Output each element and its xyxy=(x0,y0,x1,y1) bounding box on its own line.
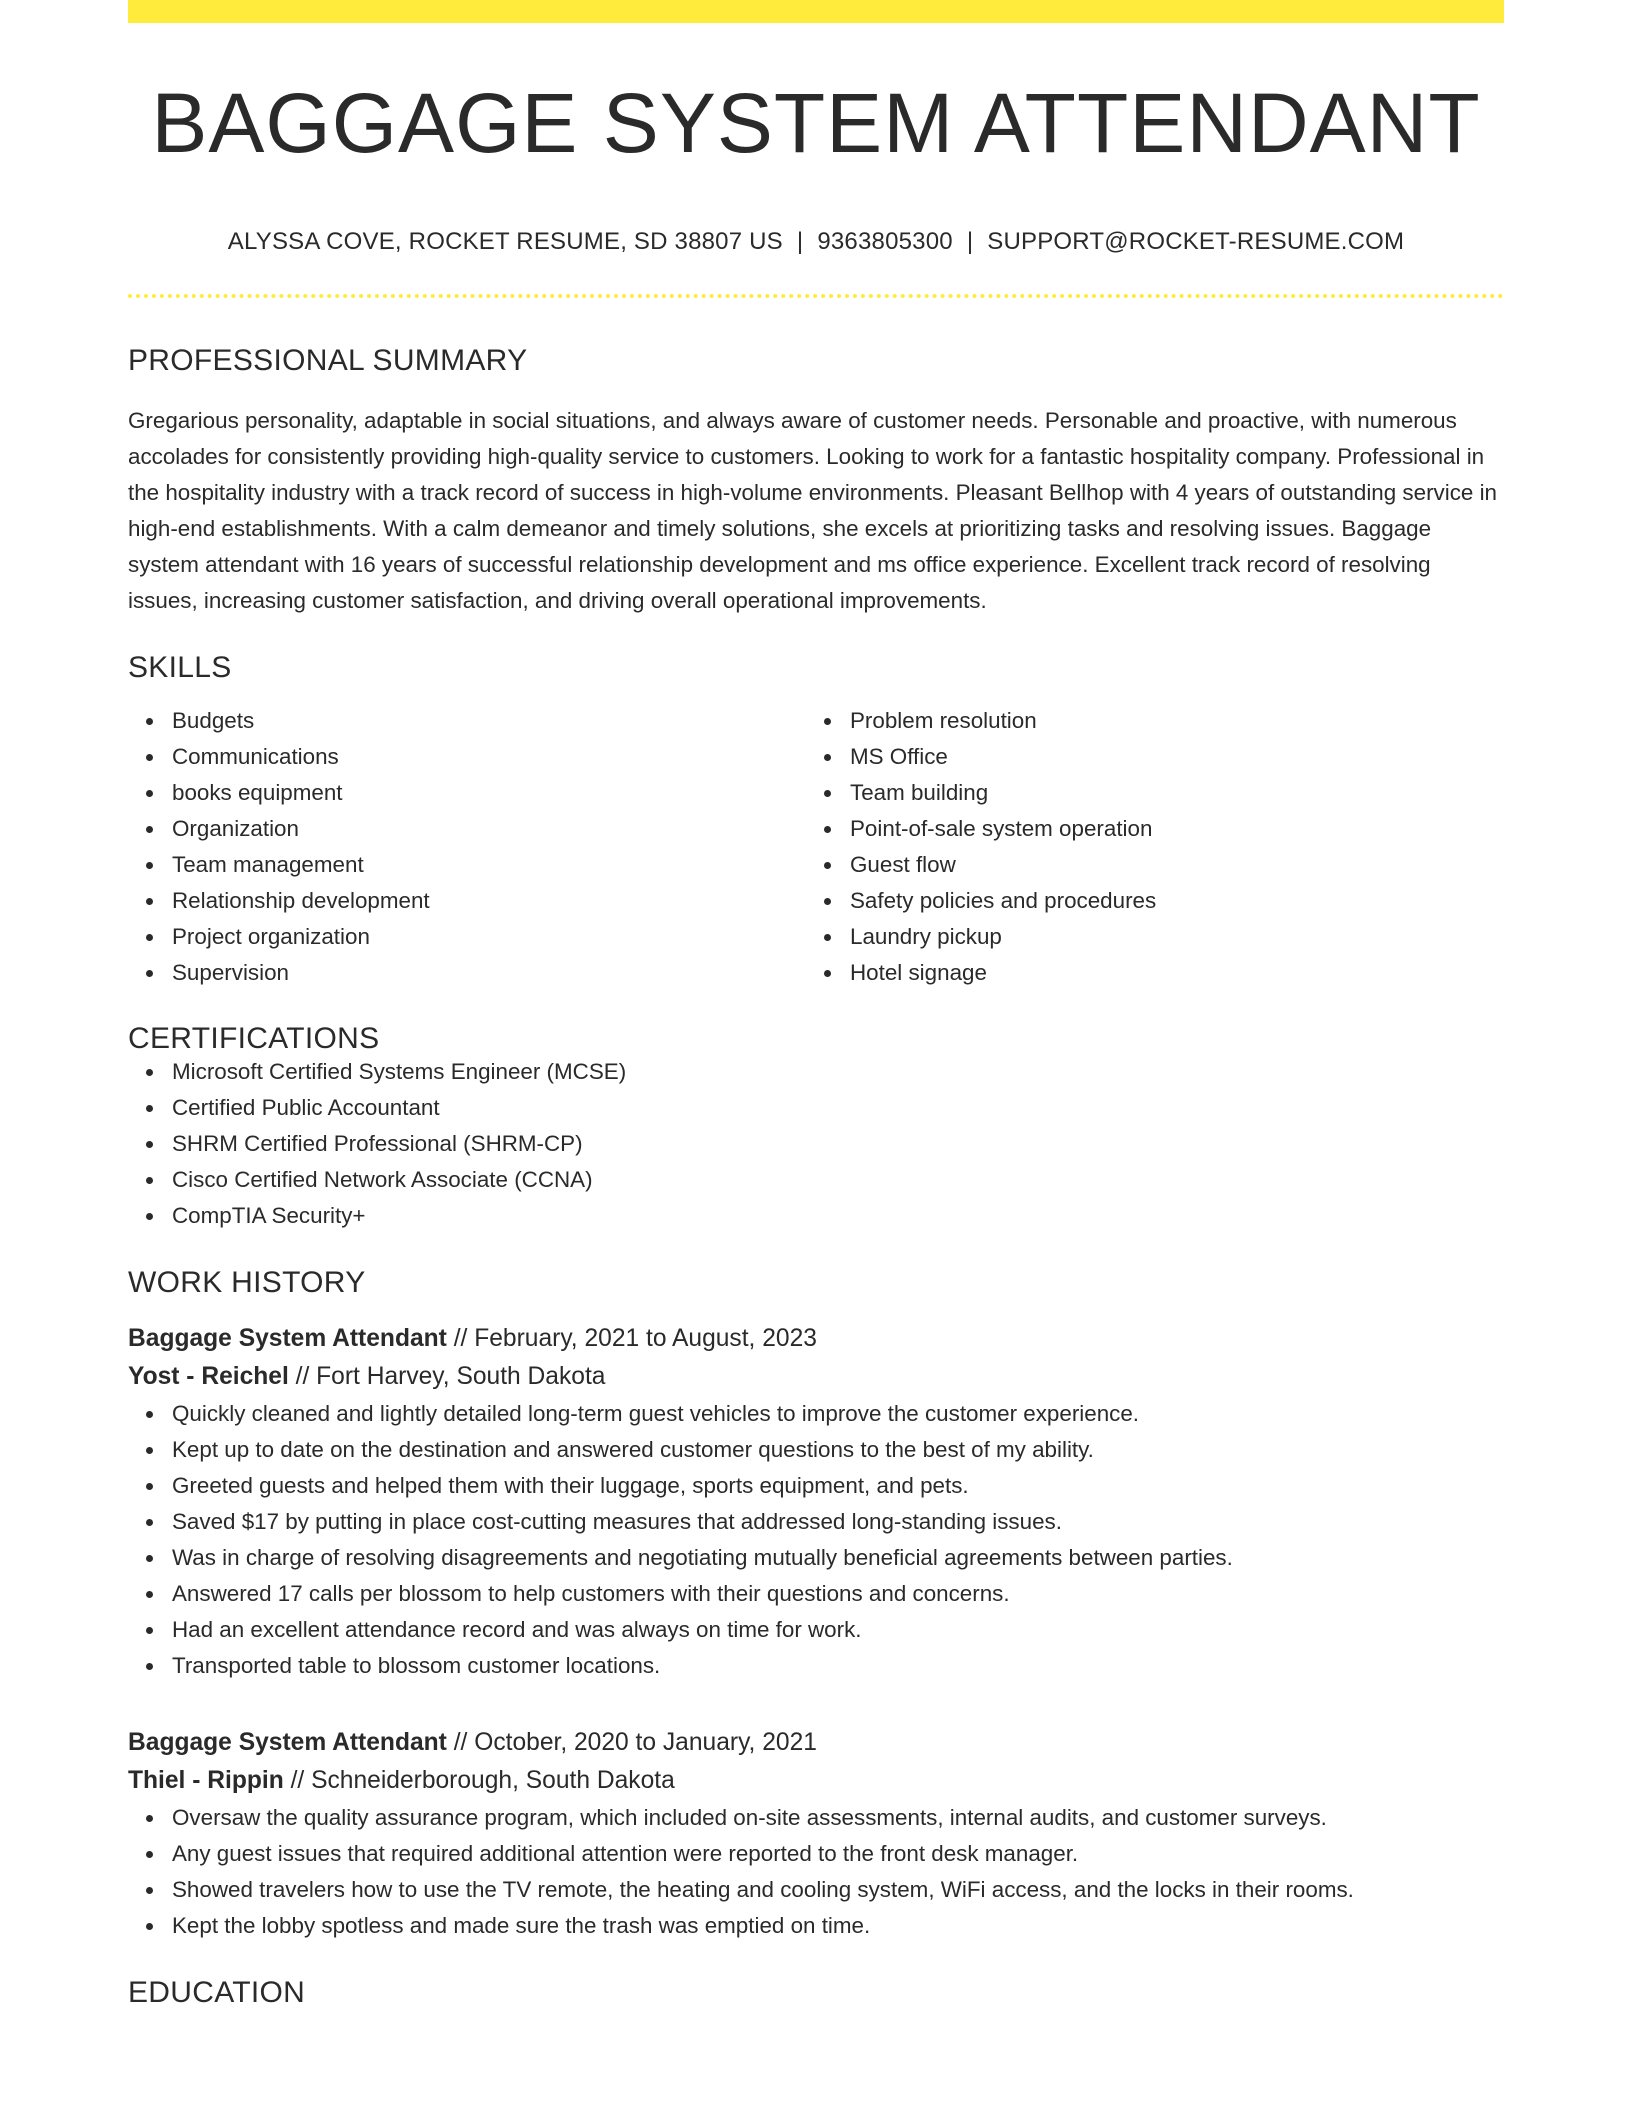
skill-item: MS Office xyxy=(806,739,1484,775)
job-title-line xyxy=(128,1724,1504,1762)
skill-item: Laundry pickup xyxy=(806,919,1484,955)
contact-address: ALYSSA COVE, ROCKET RESUME, SD 38807 US xyxy=(227,228,783,255)
job-duty: Answered 17 calls per blossom to help customers with their questions and concerns. xyxy=(128,1576,1504,1612)
contact-line xyxy=(128,228,1504,256)
job-duties-list xyxy=(128,1396,1504,1684)
certification-item: Certified Public Accountant xyxy=(128,1090,1504,1126)
contact-phone: 9363805300 xyxy=(817,228,953,255)
skill-item: Supervision xyxy=(128,955,806,991)
job-dates: // October, 2020 to January, 2021 xyxy=(446,1729,817,1756)
skills-column-right xyxy=(806,703,1484,991)
job-location: // Schneiderborough, South Dakota xyxy=(283,1767,675,1794)
job-duty: Quickly cleaned and lightly detailed long-term guest vehicles to improve the customer experience. xyxy=(128,1396,1504,1432)
skills-list-left xyxy=(128,703,806,991)
contact-separator: | xyxy=(966,228,974,255)
skill-item: books equipment xyxy=(128,775,806,811)
job-title: Baggage System Attendant xyxy=(128,1729,447,1756)
skill-item: Hotel signage xyxy=(806,955,1484,991)
work-history-heading: WORK HISTORY xyxy=(128,1266,366,1299)
job-duty: Oversaw the quality assurance program, which included on-site assessments, internal audits, and customer surveys. xyxy=(128,1800,1504,1836)
job-dates: // February, 2021 to August, 2023 xyxy=(446,1325,817,1352)
skills-grid xyxy=(128,703,1504,991)
header-divider xyxy=(128,294,1504,298)
education-heading: EDUCATION xyxy=(128,1976,306,2009)
contact-email: SUPPORT@ROCKET-RESUME.COM xyxy=(987,228,1405,255)
certification-item: SHRM Certified Professional (SHRM-CP) xyxy=(128,1126,1504,1162)
job-company-line xyxy=(128,1762,1504,1800)
certifications-list xyxy=(128,1054,1504,1234)
skill-item: Safety policies and procedures xyxy=(806,883,1484,919)
job-duties-list xyxy=(128,1800,1504,1944)
summary-text: Gregarious personality, adaptable in social situations, and always aware of customer needs. Personable and proactive, with numerous accolades for consistently providing high-quality service to customers. Looking to work for a fantastic hospitality company. Professional in the hospitality industry with a track record of success in high-volume environments. Pleasant Bellhop with 4 years of outstanding service in high-end establishments. With a calm demeanor and timely solutions, she excels at prioritizing tasks and resolving issues. Baggage system attendant with 16 years of successful relationship development and ms office experience. Excellent track record of resolving issues, increasing customer satisfaction, and driving overall operational improvements. xyxy=(128,408,1497,613)
job-duty: Greeted guests and helped them with their luggage, sports equipment, and pets. xyxy=(128,1468,1504,1504)
certification-item: Cisco Certified Network Associate (CCNA) xyxy=(128,1162,1504,1198)
job-entry xyxy=(128,1724,1504,1944)
skill-item: Relationship development xyxy=(128,883,806,919)
skill-item: Guest flow xyxy=(806,847,1484,883)
certification-item: CompTIA Security+ xyxy=(128,1198,1504,1234)
contact-separator: | xyxy=(796,228,804,255)
job-company: Yost - Reichel xyxy=(128,1363,289,1390)
job-duty: Transported table to blossom customer locations. xyxy=(128,1648,1504,1684)
skill-item: Problem resolution xyxy=(806,703,1484,739)
skills-heading: SKILLS xyxy=(128,651,232,684)
job-duty: Had an excellent attendance record and was always on time for work. xyxy=(128,1612,1504,1648)
skill-item: Team building xyxy=(806,775,1484,811)
job-duty: Any guest issues that required additional attention were reported to the front desk manager. xyxy=(128,1836,1504,1872)
job-entry xyxy=(128,1320,1504,1684)
skill-item: Budgets xyxy=(128,703,806,739)
job-company-line xyxy=(128,1358,1504,1396)
top-accent-bar xyxy=(128,0,1504,23)
job-title: Baggage System Attendant xyxy=(128,1325,447,1352)
job-location: // Fort Harvey, South Dakota xyxy=(288,1363,606,1390)
certification-item: Microsoft Certified Systems Engineer (MCSE) xyxy=(128,1054,1504,1090)
job-title-line xyxy=(128,1320,1504,1358)
skill-item: Organization xyxy=(128,811,806,847)
skill-item: Team management xyxy=(128,847,806,883)
job-duty: Was in charge of resolving disagreements and negotiating mutually beneficial agreements between parties. xyxy=(128,1540,1504,1576)
skill-item: Point-of-sale system operation xyxy=(806,811,1484,847)
skills-list-right xyxy=(806,703,1484,991)
job-duty: Saved $17 by putting in place cost-cutting measures that addressed long-standing issues. xyxy=(128,1504,1504,1540)
resume-title: BAGGAGE SYSTEM ATTENDANT xyxy=(151,76,1481,170)
skill-item: Communications xyxy=(128,739,806,775)
job-duty: Kept the lobby spotless and made sure the trash was emptied on time. xyxy=(128,1908,1504,1944)
certifications-heading: CERTIFICATIONS xyxy=(128,1022,380,1055)
job-duty: Showed travelers how to use the TV remote, the heating and cooling system, WiFi access, and the locks in their rooms. xyxy=(128,1872,1504,1908)
resume-page xyxy=(128,0,1504,2008)
skill-item: Project organization xyxy=(128,919,806,955)
summary-heading: PROFESSIONAL SUMMARY xyxy=(128,344,528,377)
job-company: Thiel - Rippin xyxy=(128,1767,284,1794)
job-duty: Kept up to date on the destination and answered customer questions to the best of my ability. xyxy=(128,1432,1504,1468)
skills-column-left xyxy=(128,703,806,991)
